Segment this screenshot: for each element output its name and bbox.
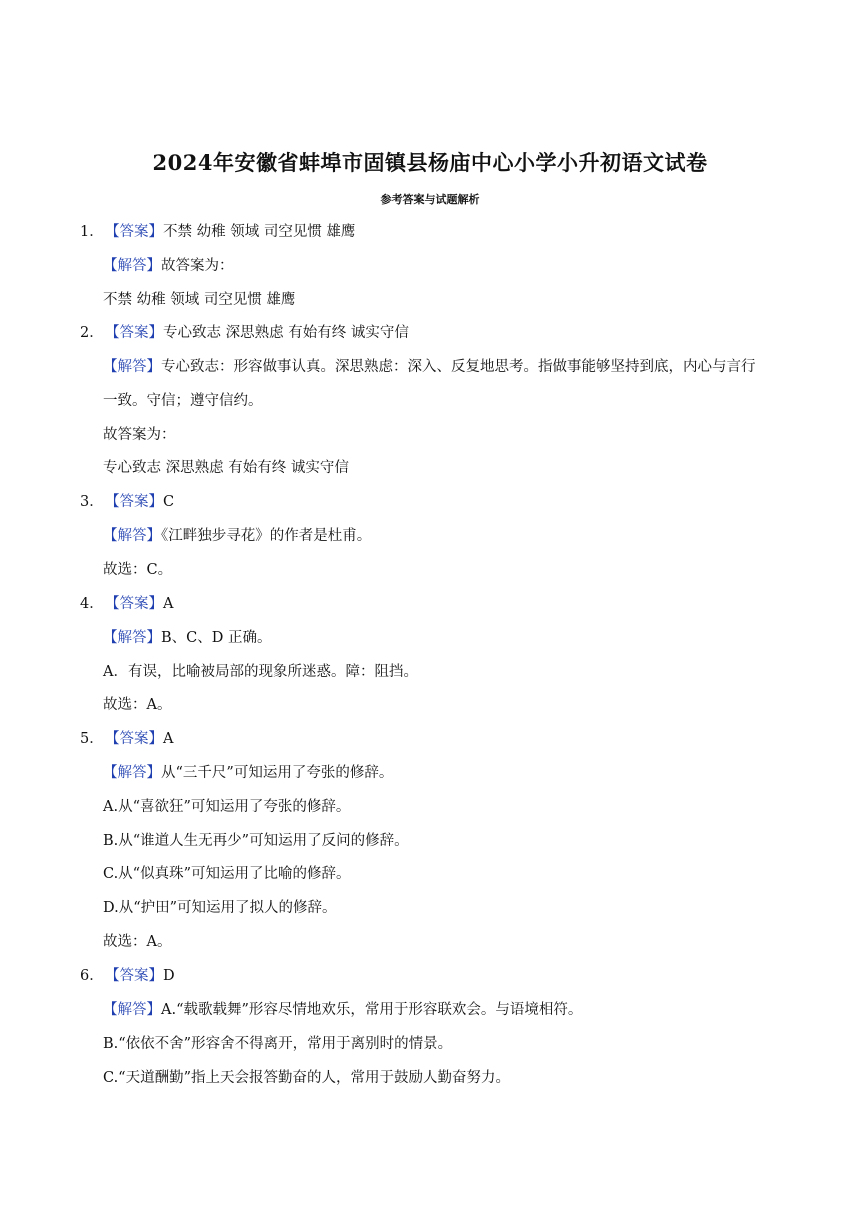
q5-answer-line <box>80 729 173 749</box>
q4-answer-line <box>80 594 173 614</box>
q4-text-line-2: 故选：A。 <box>103 697 172 713</box>
analysis-tag: 【解答】 <box>103 630 161 646</box>
analysis-tag: 【解答】 <box>103 258 161 274</box>
q6-text-line-2: C.“天道酬勤”指上天会报答勤奋的人，常用于鼓励人勤奋努力。 <box>103 1070 511 1086</box>
answer-tag: 【答案】 <box>105 968 163 984</box>
answer-tag: 【答案】 <box>105 325 163 341</box>
q5-text-line-5: 故选：A。 <box>103 934 172 950</box>
q2-analysis-line <box>103 357 756 377</box>
q5-text-line-4: D.从“护田”可知运用了拟人的修辞。 <box>103 900 337 916</box>
q3-number: 3． <box>80 494 104 510</box>
answer-tag: 【答案】 <box>105 596 163 612</box>
q3-analysis-line <box>103 526 371 546</box>
q6-analysis: A.“载歌载舞”形容尽情地欢乐，常用于形容联欢会。与语境相符。 <box>161 1002 583 1018</box>
q5-analysis: 从“三千尺”可知运用了夸张的修辞。 <box>161 765 394 781</box>
q2-number: 2． <box>80 325 104 341</box>
q2-text-line-1: 一致。守信；遵守信约。 <box>103 393 263 409</box>
q5-text-line-1: A.从“喜欲狂”可知运用了夸张的修辞。 <box>103 799 351 815</box>
q1-text-line: 不禁 幼稚 领域 司空见惯 雄鹰 <box>103 292 296 308</box>
q5-text-line-3: C.从“似真珠”可知运用了比喻的修辞。 <box>103 866 351 882</box>
q1-analysis-line <box>103 256 234 276</box>
q4-text-line-1: A．有误，比喻被局部的现象所迷惑。障：阻挡。 <box>103 664 418 680</box>
answer-tag: 【答案】 <box>105 224 163 240</box>
q3-analysis: 《江畔独步寻花》的作者是杜甫。 <box>161 528 372 544</box>
q6-analysis-line <box>103 1000 582 1020</box>
q3-answer: C <box>163 494 175 510</box>
q4-number: 4． <box>80 596 104 612</box>
q1-answer-line <box>80 222 355 242</box>
page-title: 2024年安徽省蚌埠市固镇县杨庙中心小学小升初语文试卷 <box>152 150 708 175</box>
q2-answer: 专心致志 深思熟虑 有始有终 诚实守信 <box>163 325 409 341</box>
q1-number: 1． <box>80 224 104 240</box>
q5-number: 5． <box>80 731 104 747</box>
q3-answer-line <box>80 492 174 512</box>
q6-answer-line <box>80 966 175 986</box>
q2-text-line-2: 故答案为： <box>103 427 176 443</box>
q1-analysis: 故答案为： <box>161 258 234 274</box>
q5-answer: A <box>163 731 174 747</box>
answer-tag: 【答案】 <box>105 494 163 510</box>
page-subtitle: 参考答案与试题解析 <box>380 193 480 206</box>
analysis-tag: 【解答】 <box>103 359 161 375</box>
q4-analysis-line <box>103 628 271 648</box>
q6-text-line-1: B.“依依不舍”形容舍不得离开，常用于离别时的情景。 <box>103 1036 453 1052</box>
q4-answer: A <box>163 596 174 612</box>
q3-text-line: 故选：C。 <box>103 562 173 578</box>
q6-answer: D <box>163 968 175 984</box>
q1-answer: 不禁 幼稚 领域 司空见惯 雄鹰 <box>163 224 356 240</box>
q5-analysis-line <box>103 763 393 783</box>
q6-number: 6． <box>80 968 104 984</box>
q2-analysis: 专心致志：形容做事认真。深思熟虑：深入、反复地思考。指做事能够坚持到底，内心与言行 <box>161 359 756 375</box>
analysis-tag: 【解答】 <box>103 765 161 781</box>
answer-tag: 【答案】 <box>105 731 163 747</box>
q2-answer-line <box>80 323 409 343</box>
q2-text-line-3: 专心致志 深思熟虑 有始有终 诚实守信 <box>103 460 349 476</box>
q4-analysis: B、C、D 正确。 <box>161 630 272 646</box>
analysis-tag: 【解答】 <box>103 528 161 544</box>
q5-text-line-2: B.从“谁道人生无再少”可知运用了反问的修辞。 <box>103 833 409 849</box>
analysis-tag: 【解答】 <box>103 1002 161 1018</box>
